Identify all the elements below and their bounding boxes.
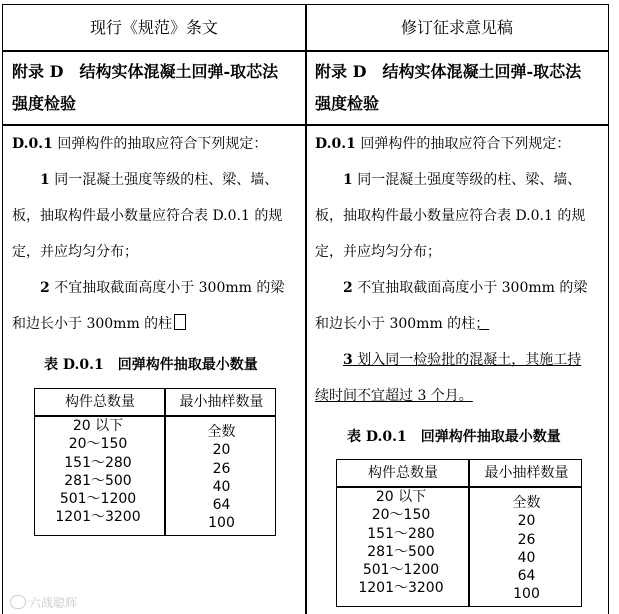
left-clause-text: 回弹构件的抽取应符合下列规定： xyxy=(57,136,268,152)
header-current-code: 现行《规范》条文 xyxy=(89,18,218,37)
right-table-col-min xyxy=(470,494,583,604)
right-item1-line1: 1 同一混凝土强度等级的柱、梁、墙、 xyxy=(343,172,582,188)
table-cell: 501～1200 xyxy=(59,491,137,508)
left-item1-line2: 板，抽取构件最小数量应符合表 D.0.1 的规 xyxy=(12,208,283,224)
left-item2-number: 2 xyxy=(40,280,50,296)
right-item1-line3: 定，并应均匀分布； xyxy=(315,244,441,260)
table-cell: 20 xyxy=(212,442,231,459)
table-cell: 151～280 xyxy=(64,454,132,471)
right-item1-line2: 板，抽取构件最小数量应符合表 D.0.1 的规 xyxy=(315,208,586,224)
table-cell: 151～280 xyxy=(367,525,435,542)
right-item3-line2: 续时间不宜超过 3 个月。 xyxy=(315,388,473,404)
right-item2-number: 2 xyxy=(343,280,353,296)
left-table-col-min xyxy=(166,423,277,533)
table-cell: 20 以下 xyxy=(72,418,124,434)
inserted-semicolon: ； xyxy=(475,316,490,332)
table-cell: 全数 xyxy=(207,424,236,440)
table-cell: 64 xyxy=(517,568,536,585)
table-cell: 26 xyxy=(517,531,536,548)
right-item2-line1: 2 不宜抽取截面高度小于 300mm 的梁 xyxy=(343,280,588,296)
right-table-header-min: 最小抽样数量 xyxy=(484,465,569,481)
right-item2-line2: 和边长小于 300mm 的柱； xyxy=(315,316,490,332)
right-section-title-line2: 强度检验 xyxy=(315,94,380,113)
right-clause-number: D.0.1 xyxy=(315,136,356,152)
table-cell: 26 xyxy=(212,460,231,477)
left-sampling-table xyxy=(34,388,276,536)
table-cell: 100 xyxy=(208,515,235,532)
right-table-caption: 表 D.0.1 回弹构件抽取最小数量 xyxy=(347,429,561,445)
table-cell: 1201～3200 xyxy=(55,509,141,526)
table-cell: 20～150 xyxy=(68,436,128,453)
table-cell: 40 xyxy=(517,549,536,566)
left-item1-number: 1 xyxy=(40,172,50,188)
header-revision-draft: 修订征求意见稿 xyxy=(400,18,513,37)
table-cell: 1201～3200 xyxy=(358,580,444,597)
watermark-logo-icon xyxy=(10,595,26,609)
table-cell: 20 以下 xyxy=(375,489,427,505)
left-table-header-min: 最小抽样数量 xyxy=(179,394,264,410)
table-cell: 全数 xyxy=(512,495,541,511)
watermark: 六战聪辉 xyxy=(10,594,77,611)
table-cell: 100 xyxy=(513,586,540,603)
table-cell: 64 xyxy=(212,497,231,514)
table-cell: 40 xyxy=(212,478,231,495)
table-cell: 501～1200 xyxy=(362,562,440,579)
table-cell: 20～150 xyxy=(371,507,431,524)
left-section-title-line2: 强度检验 xyxy=(12,94,77,113)
left-item1-line1: 1 同一混凝土强度等级的柱、梁、墙、 xyxy=(40,172,279,188)
left-section-title-line1: 附录 D 结构实体混凝土回弹-取芯法 xyxy=(12,62,279,81)
right-item3-number: 3 xyxy=(343,352,353,368)
right-sampling-table xyxy=(336,459,582,607)
table-cell: 20 xyxy=(517,513,536,530)
table-cell: 281～500 xyxy=(367,543,435,560)
column-divider xyxy=(305,4,307,614)
left-clause xyxy=(12,126,267,162)
left-clause-number: D.0.1 xyxy=(12,136,53,152)
right-section-title-line1: 附录 D 结构实体混凝土回弹-取芯法 xyxy=(315,62,582,81)
right-item3-line1: 3 划入同一检验批的混凝土，其施工持 xyxy=(343,352,582,368)
left-item1-line3: 定，并应均匀分布； xyxy=(12,244,138,260)
right-clause xyxy=(315,126,570,162)
left-table-col-total xyxy=(35,417,161,527)
right-item1-number: 1 xyxy=(343,172,353,188)
left-table-header-total: 构件总数量 xyxy=(65,394,135,410)
table-cell: 281～500 xyxy=(64,472,132,489)
left-item2-line1: 2 不宜抽取截面高度小于 300mm 的梁 xyxy=(40,280,285,296)
right-table-col-total xyxy=(337,488,465,598)
deleted-punctuation-box xyxy=(174,314,186,330)
right-clause-text: 回弹构件的抽取应符合下列规定： xyxy=(360,136,571,152)
left-item2-line2: 和边长小于 300mm 的柱 xyxy=(12,306,186,342)
right-table-header-total: 构件总数量 xyxy=(368,465,438,481)
header-divider xyxy=(2,50,609,52)
left-table-caption: 表 D.0.1 回弹构件抽取最小数量 xyxy=(44,357,258,373)
